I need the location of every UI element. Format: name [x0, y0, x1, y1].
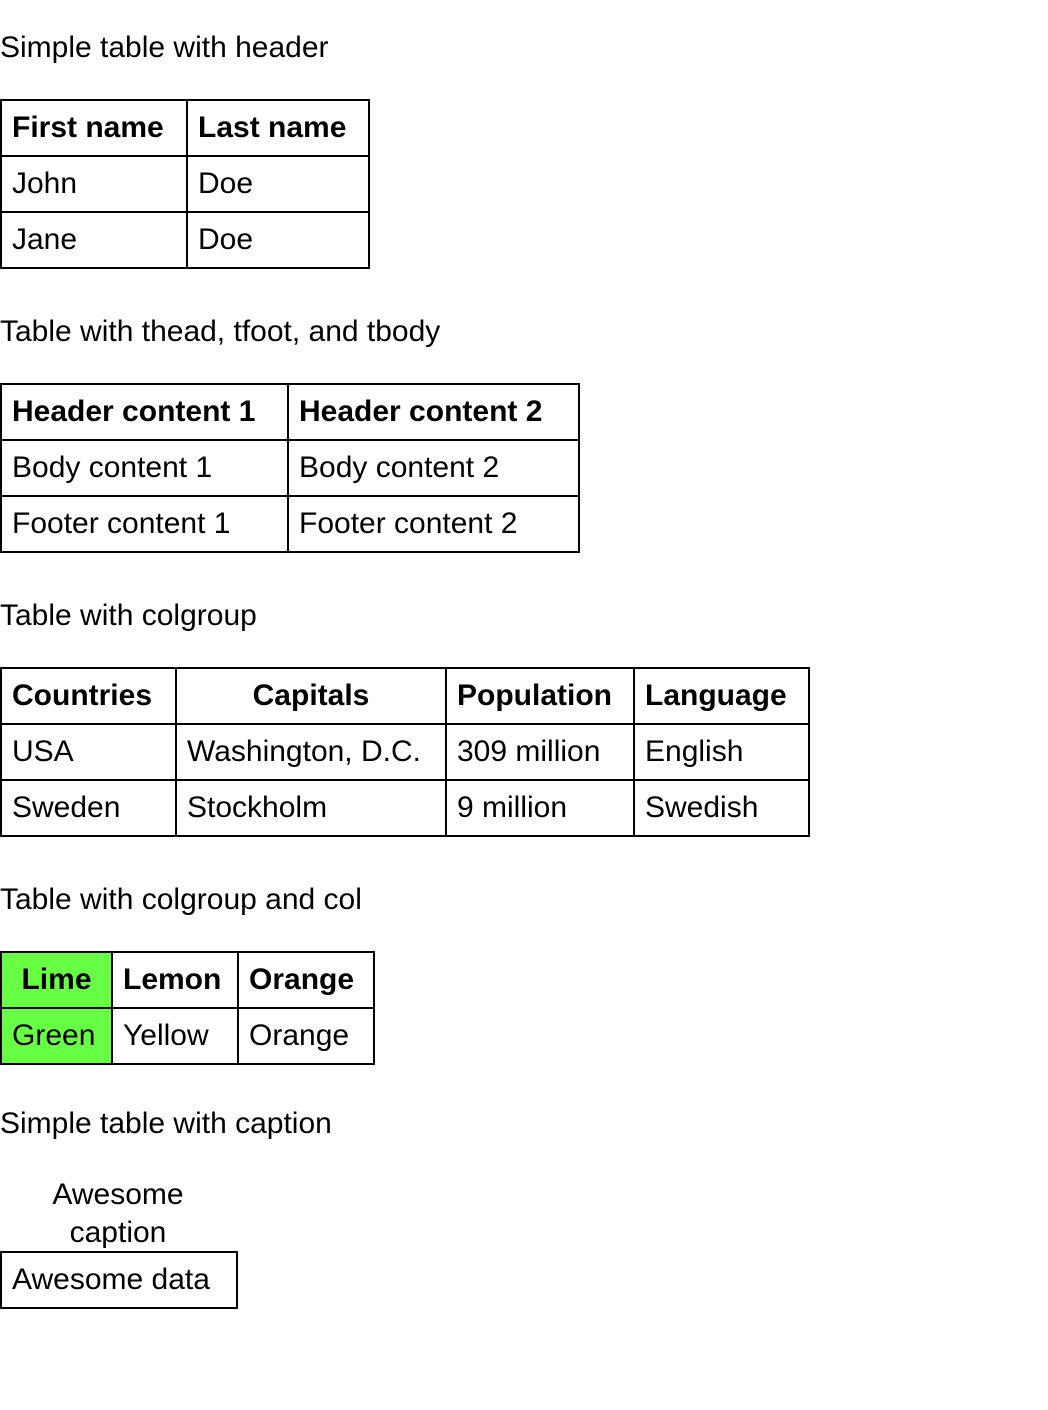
table-row [1, 1252, 237, 1308]
table-cell: 9 million [446, 780, 634, 836]
table-cell: Doe [187, 156, 369, 212]
table-cell: Jane [1, 212, 187, 268]
colgroup-col-table [0, 951, 375, 1065]
table-cell: Orange [238, 1008, 374, 1064]
column-header: Header content 2 [288, 384, 579, 440]
table-cell: Doe [187, 212, 369, 268]
column-header: Language [634, 668, 809, 724]
table-cell: Footer content 1 [1, 496, 288, 552]
table-cell: Swedish [634, 780, 809, 836]
column-header: Countries [1, 668, 176, 724]
section-title-simple-header: Simple table with header [0, 31, 329, 64]
table-row [1, 440, 579, 496]
table-row [1, 212, 369, 268]
column-header: First name [1, 100, 187, 156]
column-header: Last name [187, 100, 369, 156]
table-cell: Washington, D.C. [176, 724, 446, 780]
table-row [1, 1008, 374, 1064]
table-cell: Body content 2 [288, 440, 579, 496]
column-header: Population [446, 668, 634, 724]
table-cell: Body content 1 [1, 440, 288, 496]
table-cell-highlighted: Green [1, 1008, 112, 1064]
table-cell: USA [1, 724, 176, 780]
table-row [1, 724, 809, 780]
simple-header-table [0, 99, 370, 269]
table-cell: English [634, 724, 809, 780]
column-header: Orange [238, 952, 374, 1008]
table-header-row [1, 668, 809, 724]
table-cell: Footer content 2 [288, 496, 579, 552]
table-cell: Sweden [1, 780, 176, 836]
caption-table [0, 1251, 238, 1309]
section-title-colgroup-col: Table with colgroup and col [0, 883, 362, 916]
table-cell: Awesome data [1, 1252, 237, 1308]
table-cell: Stockholm [176, 780, 446, 836]
column-header: Capitals [176, 668, 446, 724]
column-header: Lemon [112, 952, 238, 1008]
table-footer-row [1, 496, 579, 552]
section-title-colgroup: Table with colgroup [0, 599, 257, 632]
table-header-row [1, 100, 369, 156]
table-cell: Yellow [112, 1008, 238, 1064]
column-header: Header content 1 [1, 384, 288, 440]
colgroup-table [0, 667, 810, 837]
table-row [1, 156, 369, 212]
table-cell: John [1, 156, 187, 212]
section-title-thead-tfoot-tbody: Table with thead, tfoot, and tbody [0, 315, 441, 348]
table-row [1, 780, 809, 836]
column-header-highlighted: Lime [1, 952, 112, 1008]
table-cell: 309 million [446, 724, 634, 780]
table-header-row [1, 952, 374, 1008]
section-title-caption: Simple table with caption [0, 1107, 332, 1140]
table-header-row [1, 384, 579, 440]
table-caption: Awesome caption [52, 1178, 184, 1249]
thead-tfoot-tbody-table [0, 383, 580, 553]
